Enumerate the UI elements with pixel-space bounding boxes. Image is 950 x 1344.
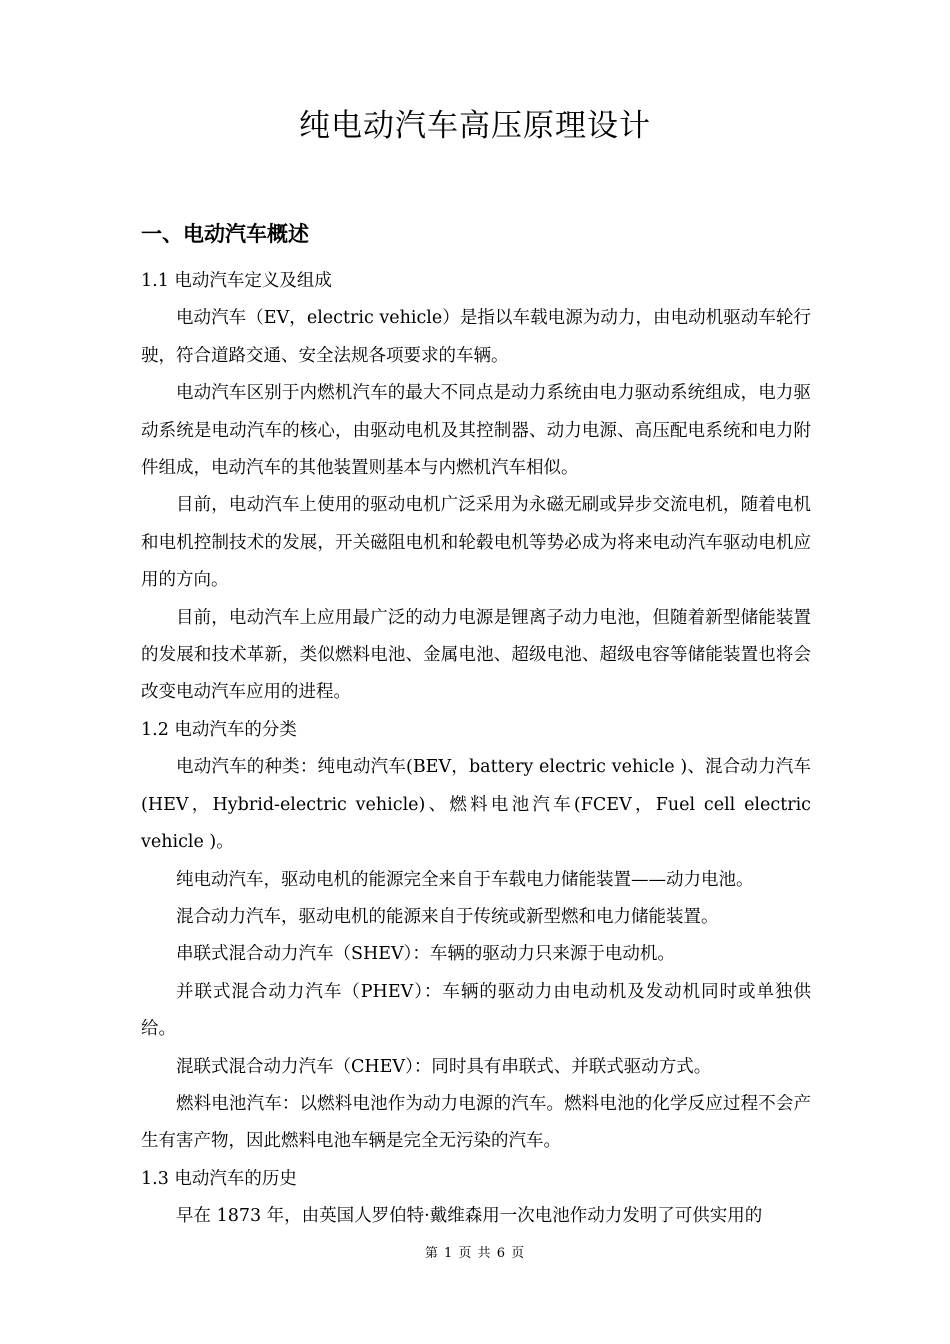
- subsection-heading-1-2: 1.2 电动汽车的分类: [141, 719, 297, 740]
- document-body: [141, 263, 811, 1236]
- paragraph: 目前，电动汽车上应用最广泛的动力电源是锂离子动力电池，但随着新型储能装置的发展和技术革新，类似燃料电池、金属电池、超级电池、超级电容等储能装置也将会改变电动汽车应用的进程。: [141, 607, 811, 703]
- paragraph: 电动汽车（EV，electric vehicle）是指以车载电源为动力，由电动机驱动车轮行驶，符合道路交通、安全法规各项要求的车辆。: [141, 308, 811, 366]
- document-title: 纯电动汽车高压原理设计: [299, 108, 651, 144]
- section-heading: 一、电动汽车概述: [141, 222, 309, 246]
- paragraph: 混联式混合动力汽车（CHEV）：同时具有串联式、并联式驱动方式。: [176, 1056, 712, 1077]
- paragraph: 燃料电池汽车：以燃料电池作为动力电源的汽车。燃料电池的化学反应过程不会产生有害产物，因此燃料电池车辆是完全无污染的汽车。: [141, 1093, 811, 1152]
- subsection-heading-1-3: 1.3 电动汽车的历史: [141, 1168, 297, 1189]
- paragraph: 串联式混合动力汽车（SHEV）：车辆的驱动力只来源于电动机。: [176, 944, 675, 965]
- paragraph: 纯电动汽车，驱动电机的能源完全来自于车载电力储能装置——动力电池。: [176, 869, 754, 890]
- paragraph: 目前，电动汽车上使用的驱动电机广泛采用为永磁无刷或异步交流电机，随着电机和电机控制技术的发展，开关磁阻电机和轮毂电机等势必成为将来电动汽车驱动电机应用的方向。: [141, 495, 811, 591]
- page-footer: 第 1 页 共 6 页: [424, 1246, 526, 1261]
- paragraph: 电动汽车的种类：纯电动汽车(BEV，battery electric vehicle )、混合动力汽车(HEV，Hybrid-electric vehicle)、燃料电池汽车(FCEV，Fuel cell electric vehicle )。: [141, 757, 811, 853]
- subsection-heading-1-1: 1.1 电动汽车定义及组成: [141, 271, 332, 291]
- paragraph: 并联式混合动力汽车（PHEV）：车辆的驱动力由电动机及发动机同时或单独供给。: [141, 981, 811, 1040]
- paragraph: 电动汽车区别于内燃机汽车的最大不同点是动力系统由电力驱动系统组成，电力驱动系统是电动汽车的核心，由驱动电机及其控制器、动力电源、高压配电系统和电力附件组成，电动汽车的其他装置则基本与内燃机汽车相似。: [141, 383, 811, 479]
- paragraph: 早在 1873 年，由英国人罗伯特·戴维森用一次电池作动力发明了可供实用的: [176, 1206, 763, 1227]
- paragraph: 混合动力汽车，驱动电机的能源来自于传统或新型燃和电力储能装置。: [176, 906, 719, 927]
